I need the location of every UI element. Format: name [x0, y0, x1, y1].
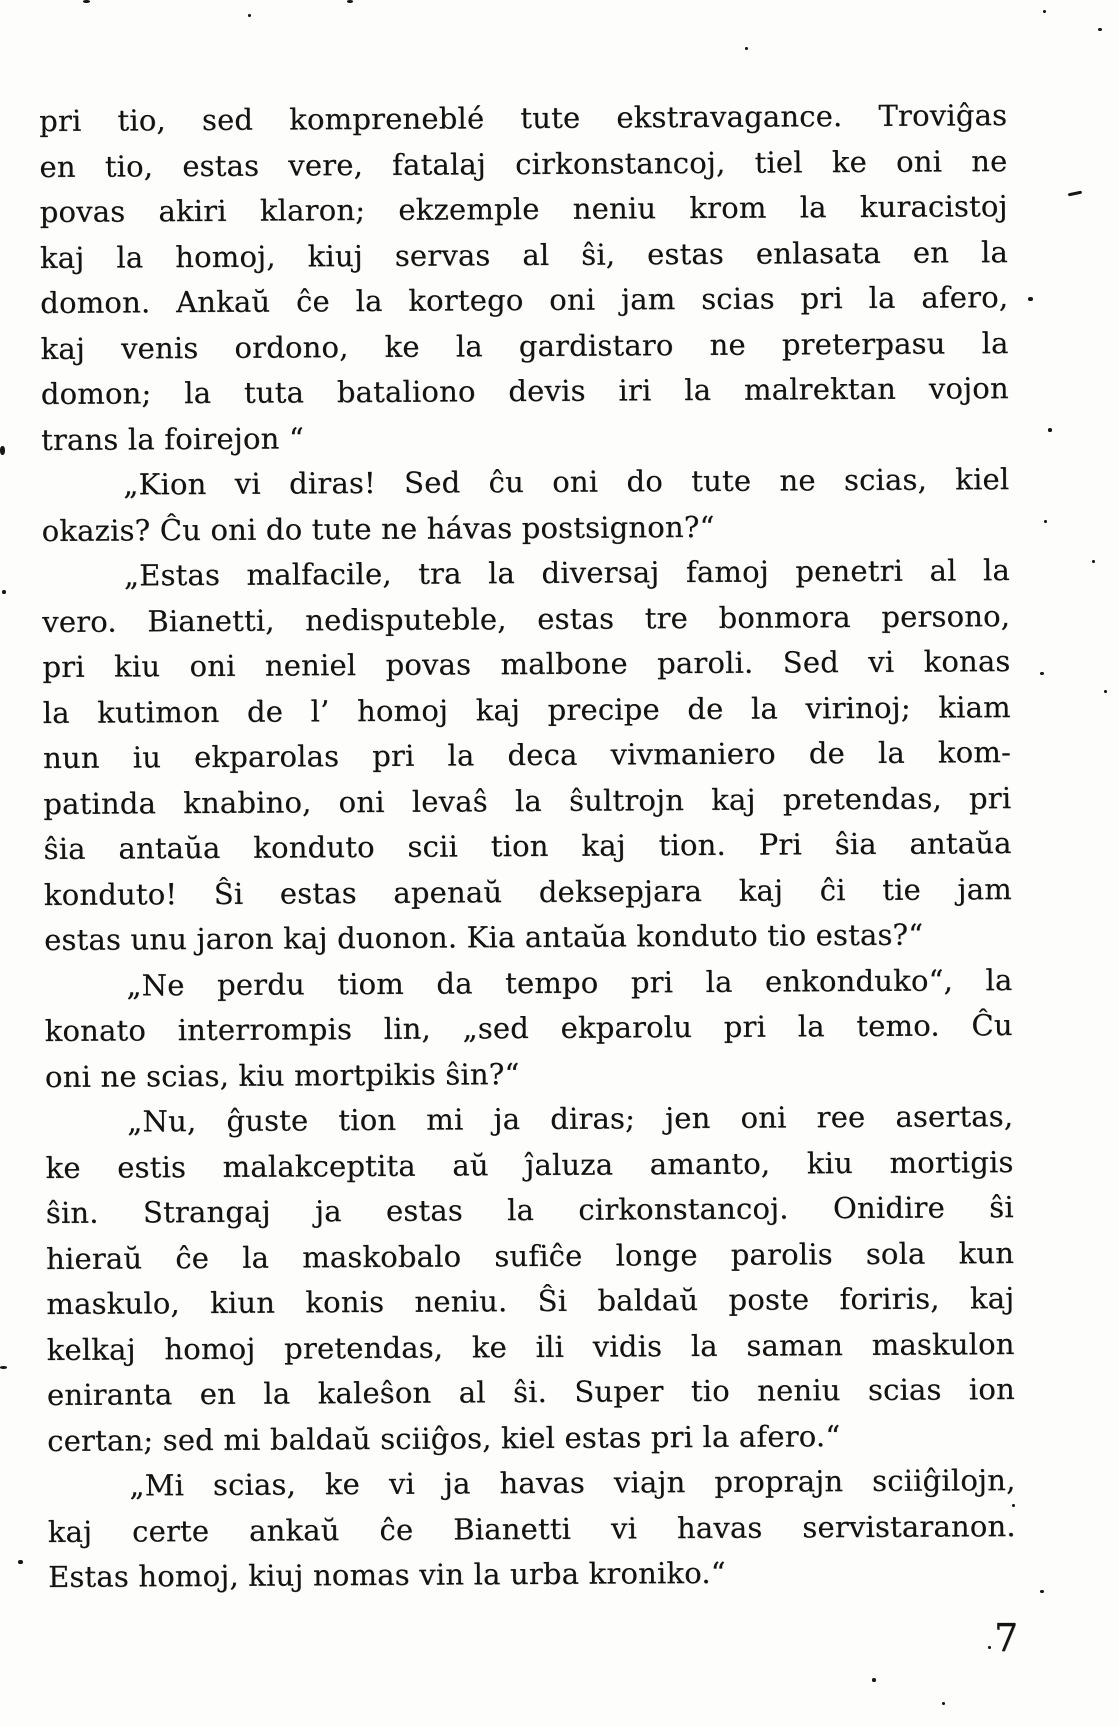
page-number: 7: [994, 1616, 1019, 1660]
scan-speck: [1012, 1504, 1015, 1507]
text-line: kaj venis ordono, ke la gardistaro ne preterpasu la: [40, 325, 1009, 366]
scan-speck: [0, 1366, 7, 1369]
text-line: kaj certe ankaŭ ĉe Bianetti vi havas servistaranon.: [47, 1508, 1016, 1549]
text-line: en tio, estas vere, fatalaj cirkonstancoj, tiel ke oni ne: [39, 143, 1008, 184]
text-line: „Estas malfacile, tra la diversaj famoj penetri al la: [123, 553, 1010, 593]
scan-speck: [1040, 1590, 1044, 1593]
text-line: maskulo, kiun konis neniu. Ŝi baldaŭ poste foriris, kaj: [46, 1281, 1015, 1321]
scan-speck: [1028, 297, 1033, 301]
text-line: „Nu, ĝuste tion mi ja diras; jen oni ree asertas,: [127, 1099, 1014, 1139]
text-line: oni ne scias, kiu mortpikis ŝin?“: [44, 1056, 520, 1094]
scan-speck: [1104, 690, 1107, 693]
text-line: konato interrompis lin, „sed ekparolu pri la temo. Ĉu: [44, 1008, 1013, 1048]
scan-speck: [18, 1560, 23, 1564]
text-line: nun iu ekparolas pri la deca vivmaniero de la kom-: [42, 735, 1012, 775]
text-line: „Mi scias, ke vi ja havas viajn proprajn sciiĝilojn,: [129, 1463, 1016, 1503]
text-line: trans la foirejon “: [40, 420, 305, 457]
text-line: domon; la tuta bataliono devis iri la malrektan vojon: [40, 371, 1009, 411]
text-line: certan; sed mi baldaŭ sciiĝos, kiel estas pri la afero.“: [47, 1418, 841, 1458]
scan-speck: [0, 446, 5, 455]
text-line: povas akiri klaron; ekzemple neniu krom la kuracistoj: [39, 189, 1008, 229]
text-line: „Kion vi diras! Sed ĉu oni do tute ne scias, kiel: [123, 462, 1010, 502]
text-line: konduto! Ŝi estas apenaŭ deksepjara kaj ĉi tie jam: [43, 871, 1012, 912]
text-line: kaj la homoj, kiuj servas al ŝi, estas enlasata en la: [39, 234, 1009, 275]
text-line: vero. Bianetti, nedisputeble, estas tre bonmora persono,: [42, 598, 1011, 639]
scan-speck: [1048, 428, 1052, 432]
scan-speck: [347, 0, 353, 3]
scan-speck: [942, 1702, 945, 1705]
text-line: ke estis malakceptita aŭ ĵaluza amanto, kiu mortigis: [45, 1144, 1014, 1185]
text-line: ŝia antaŭa konduto scii tion kaj tion. Pri ŝia antaŭa: [43, 826, 1012, 866]
scan-speck: [1098, 28, 1102, 31]
page-text: [39, 93, 1016, 1600]
scan-speck: [1044, 520, 1047, 523]
text-line: ŝin. Strangaj ja estas la cirkonstancoj. Onidire ŝi: [45, 1190, 1014, 1230]
scan-speck: [988, 1646, 991, 1649]
scan-speck: [248, 14, 251, 17]
scan-speck: [872, 1678, 876, 1682]
text-line: estas unu jaron kaj duonon. Kia antaŭa konduto tio estas?“: [44, 917, 924, 957]
text-line: la kutimon de l’ homoj kaj precipe de la virinoj; kiam: [42, 689, 1011, 730]
text-line: Estas homoj, kiuj nomas vin la urba kroniko.“: [47, 1555, 726, 1594]
text-line: „Ne perdu tiom da tempo pri la enkonduko“, la: [126, 962, 1013, 1002]
scan-speck: [83, 0, 90, 3]
scan-speck: [1043, 10, 1046, 13]
scan-speck: [1068, 191, 1082, 197]
text-line: hieraŭ ĉe la maskobalo sufiĉe longe parolis sola kun: [45, 1235, 1015, 1276]
text-line: eniranta en la kaleŝon al ŝi. Super tio neniu scias ion: [46, 1372, 1016, 1412]
text-line: pri tio, sed kompreneblé tute ekstravagance. Troviĝas: [39, 98, 1008, 138]
text-line: okazis? Ĉu oni do tute ne hávas postsignon?“: [41, 509, 715, 548]
scan-speck: [1092, 560, 1095, 563]
text-line: kelkaj homoj pretendas, ke ili vidis la saman maskulon: [46, 1326, 1015, 1367]
scan-speck: [1040, 672, 1044, 675]
text-line: pri kiu oni neniel povas malbone paroli. Sed vi konas: [42, 644, 1011, 684]
scan-speck: [2, 590, 6, 594]
text-line: patinda knabino, oni levaŝ la ŝultrojn kaj pretendas, pri: [43, 780, 1012, 821]
scan-speck: [745, 47, 748, 50]
text-line: domon. Ankaŭ ĉe la kortego oni jam scias pri la afero,: [40, 280, 1009, 320]
